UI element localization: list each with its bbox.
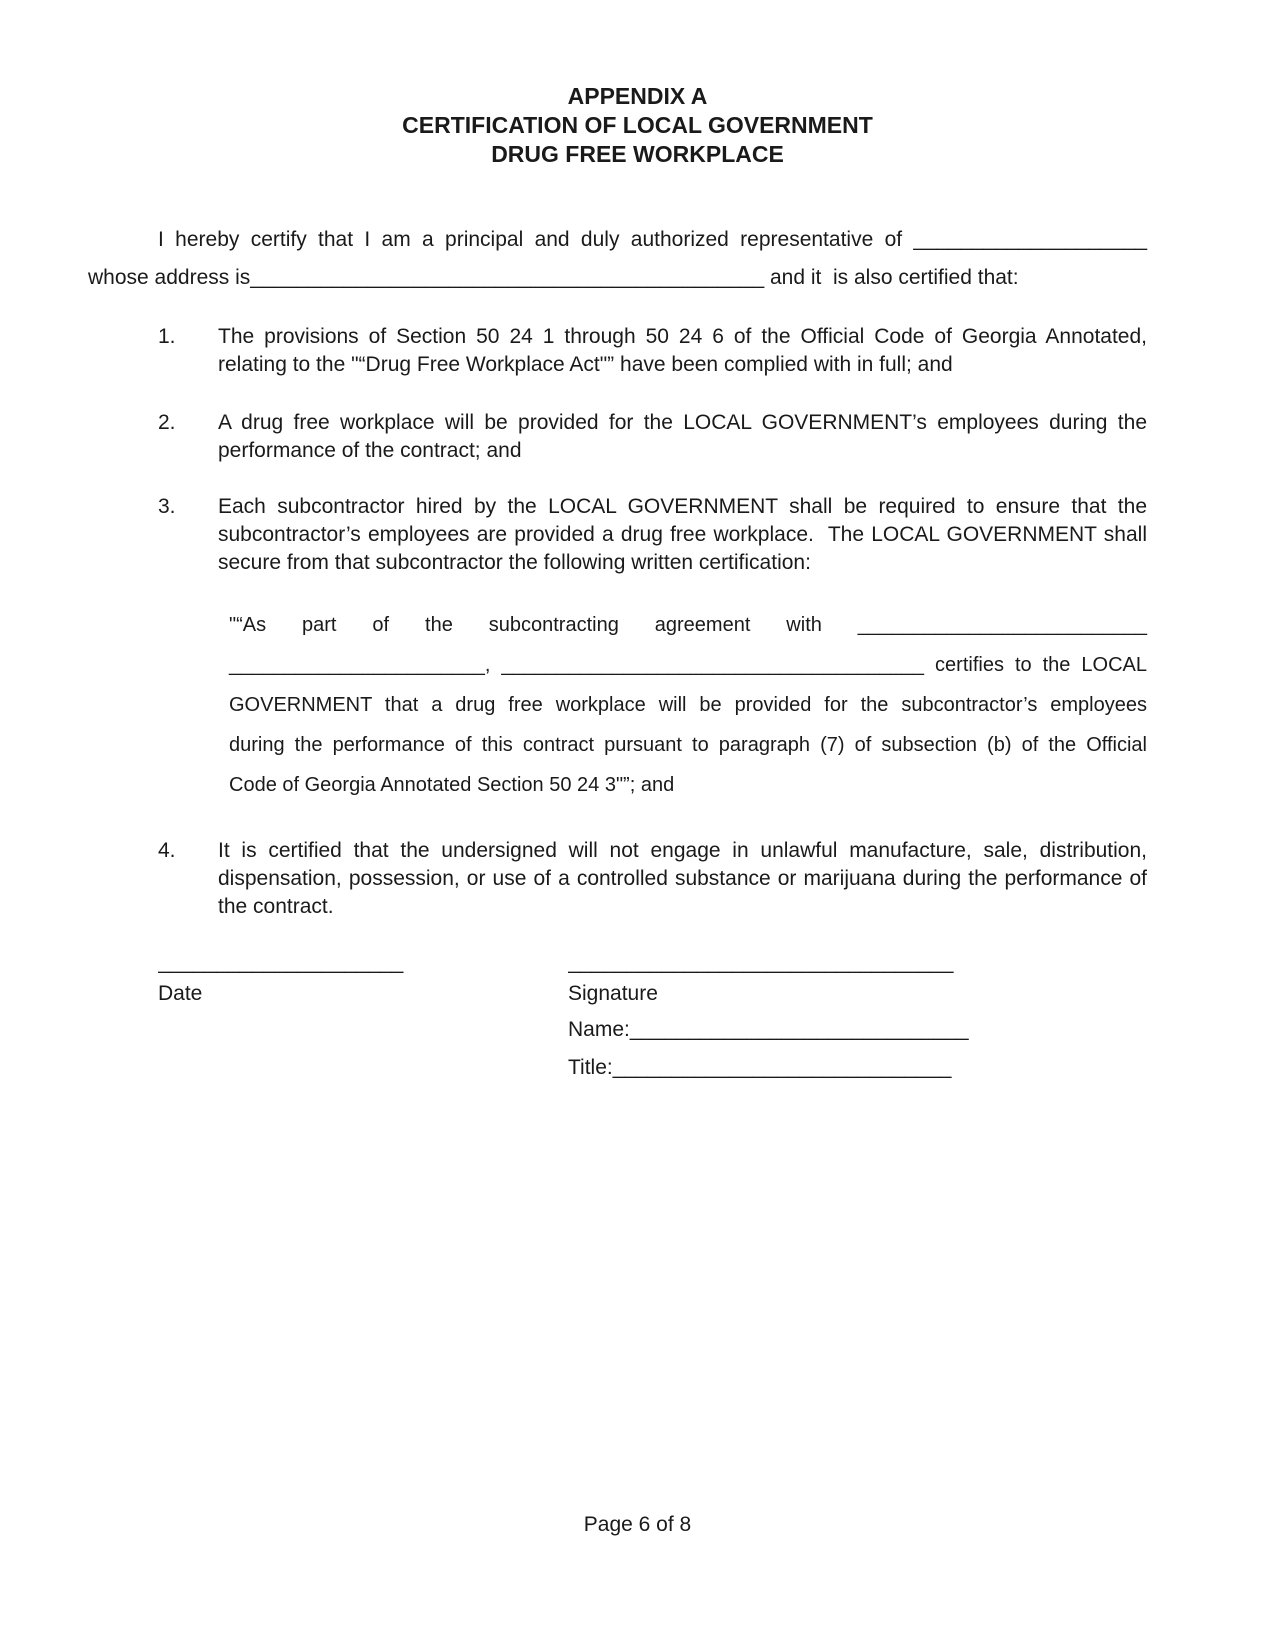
list-item-4 — [88, 837, 1153, 921]
quote-line-3: GOVERNMENT that a drug free workplace will be provided for the subcontractor’s employees — [229, 694, 1147, 716]
list-item-3-text: Each subcontractor hired by the LOCAL GOVERNMENT shall be required to ensure that the subcontractor’s employees are provided a drug free workplace. The LOCAL GOVERNMENT shall secure from that subcontractor the following written certification: — [218, 495, 1153, 574]
title-appendix: APPENDIX A — [567, 83, 708, 109]
list-item-1-number: 1. — [158, 325, 176, 348]
document-body — [0, 221, 1275, 1087]
page-number-footer: Page 6 of 8 — [583, 1513, 692, 1536]
quote-line-1: "“As part of the subcontracting agreement with __________________________ — [229, 614, 1147, 636]
name-field-line: Name:_____________________________ — [568, 1018, 969, 1041]
list-item-2-number: 2. — [158, 411, 176, 434]
signature-block — [88, 949, 1147, 1087]
title-certification: CERTIFICATION OF LOCAL GOVERNMENT — [402, 112, 873, 138]
list-item-3 — [88, 493, 1153, 577]
intro-line-address: whose address is____________________________________________ and it is also certified that: — [88, 266, 1019, 289]
quote-line-4: during the performance of this contract pursuant to paragraph (7) of subsection (b) of the Official — [229, 734, 1147, 756]
list-item-1-text: The provisions of Section 50 24 1 through 50 24 6 of the Official Code of Georgia Annotated, relating to the "“Drug Free Workplace Act"” have been complied with in full; and — [218, 325, 1153, 376]
subcontractor-certification-quote — [229, 605, 1147, 805]
intro-paragraph — [88, 221, 1147, 297]
signature-blank-line: _________________________________ — [568, 951, 954, 974]
list-item-4-text: It is certified that the undersigned will not engage in unlawful manufacture, sale, distribution, dispensation, possession, or use of a controlled substance or marijuana during the performance of the contract. — [218, 839, 1153, 918]
quote-line-2: _______________________, ______________________________________ certifies to the LOCAL — [229, 654, 1147, 676]
list-item-1 — [88, 323, 1153, 379]
date-blank-line: _____________________ — [158, 951, 404, 974]
list-item-3-number: 3. — [158, 495, 176, 518]
list-item-2-text: A drug free workplace will be provided for the LOCAL GOVERNMENT’s employees during the performance of the contract; and — [218, 411, 1153, 462]
document-title — [0, 0, 1275, 169]
signature-label: Signature — [568, 982, 658, 1005]
list-item-4-number: 4. — [158, 839, 176, 862]
title-drug-free-workplace: DRUG FREE WORKPLACE — [491, 141, 784, 167]
title-field-line: Title:_____________________________ — [568, 1056, 952, 1079]
list-item-2 — [88, 409, 1153, 465]
date-column — [158, 949, 498, 1087]
signature-column — [568, 949, 969, 1087]
date-label: Date — [158, 982, 203, 1005]
intro-line-representative: I hereby certify that I am a principal and duly authorized representative of ____________________ — [158, 228, 1147, 251]
quote-line-5: Code of Georgia Annotated Section 50 24 3"”; and — [229, 774, 675, 796]
